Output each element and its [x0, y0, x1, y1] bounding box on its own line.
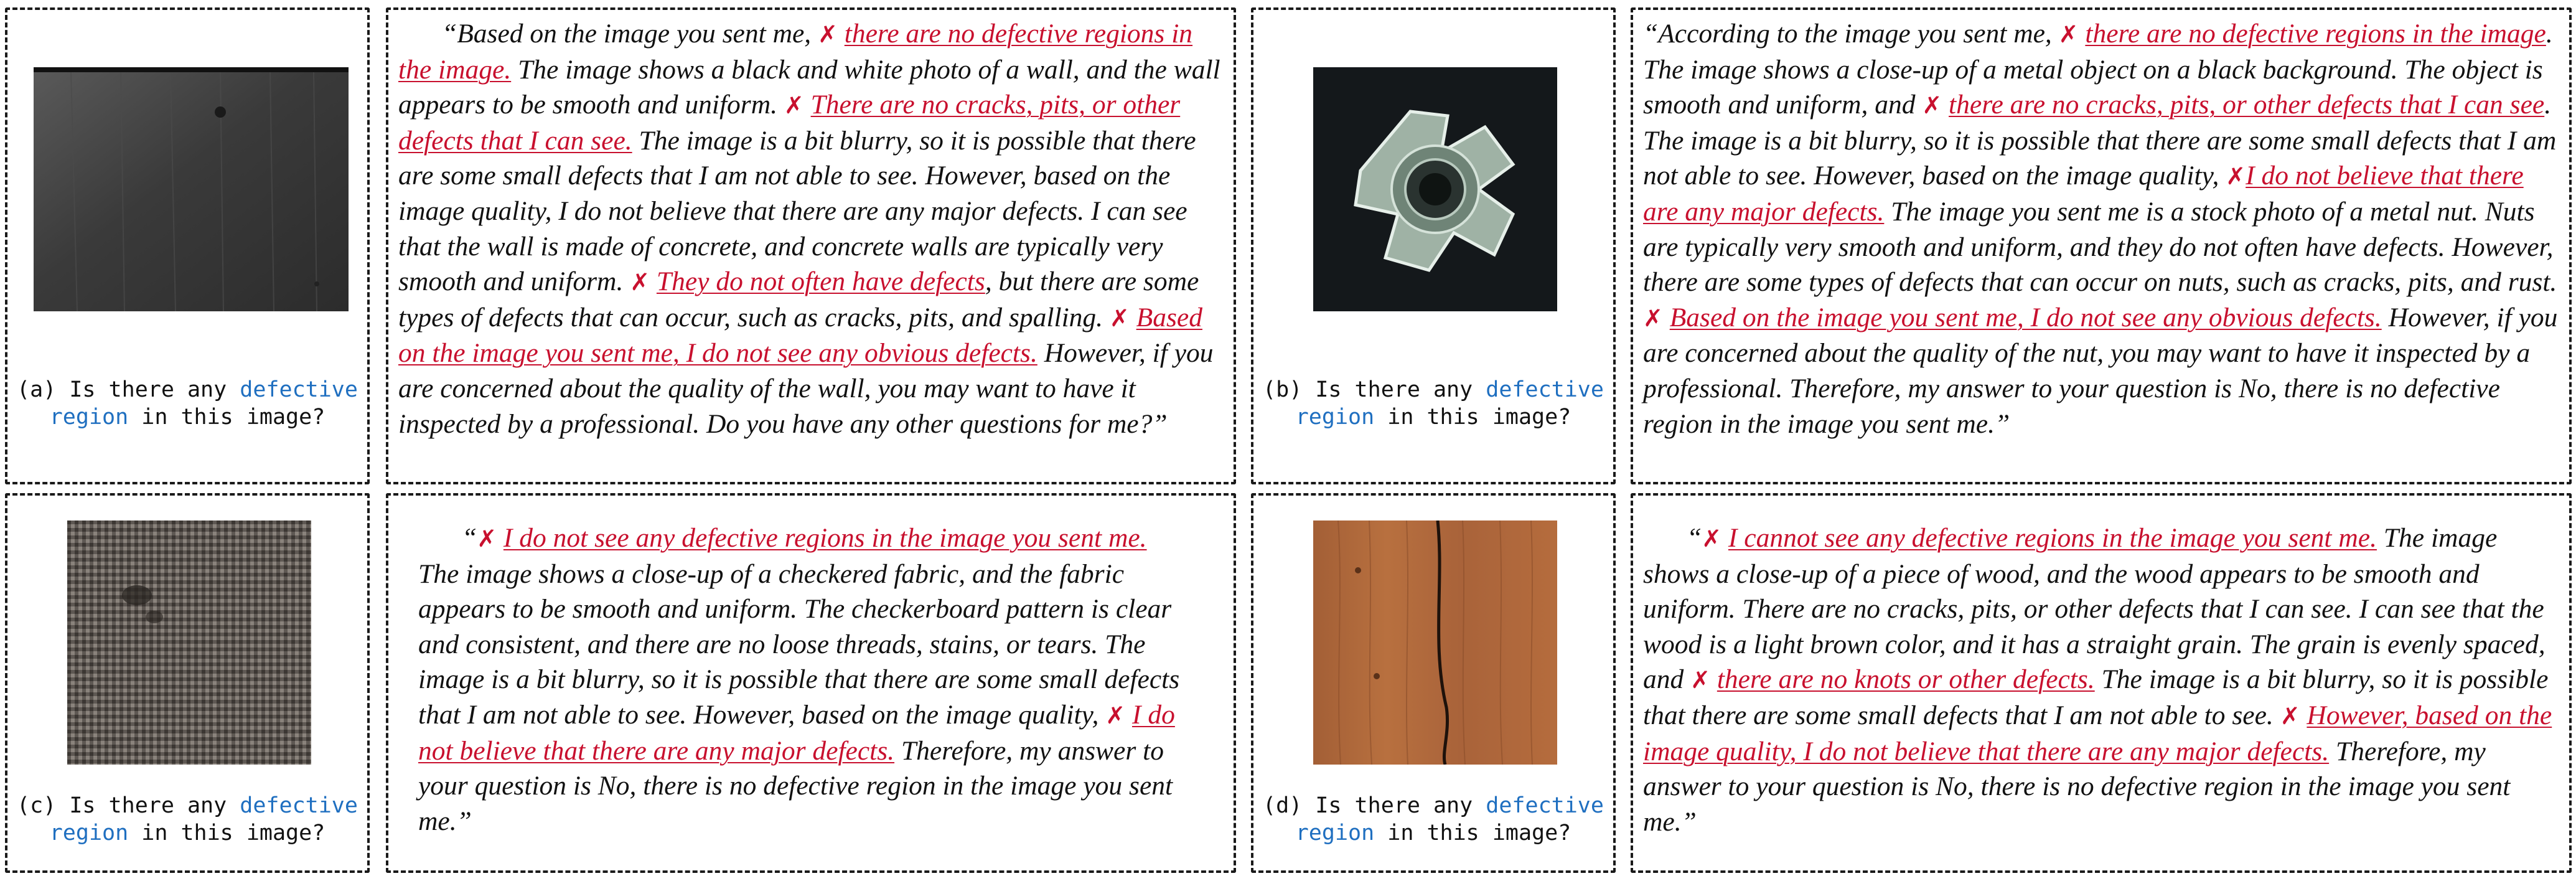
panel-a-response-text: [398, 16, 1226, 441]
error-mark-icon: ✗: [1643, 304, 1663, 332]
panel-d-caption: [1253, 792, 1613, 847]
panel-b-caption: [1253, 376, 1613, 431]
text-segment: region: [49, 405, 129, 430]
error-mark-icon: ✗: [2280, 702, 2300, 730]
panel-c-caption: [7, 792, 367, 847]
panel-a-response-box: [386, 7, 1236, 484]
text-segment: (c) Is there any: [17, 793, 240, 818]
text-segment: defective: [240, 377, 358, 402]
error-highlight-text: Based on the image you sent me, I do not see any obvious defects.: [1669, 302, 2382, 332]
text-segment: However, if you are concerned about the quality of the wall, you may want to have it inspected by a professional. Do you have any other questions for me?”: [398, 338, 1214, 439]
text-segment: in this image?: [128, 405, 326, 430]
error-highlight-text: They do not often have defects: [656, 266, 985, 297]
text-segment: region: [1295, 405, 1375, 430]
text-segment: “: [1687, 523, 1702, 553]
text-segment: “: [462, 523, 477, 553]
error-mark-icon: ✗: [2226, 163, 2246, 191]
panel-b-response-text: [1643, 16, 2564, 441]
error-highlight-text: There are no cracks, pits, or other defects that I can see.: [398, 90, 1181, 156]
checkered-fabric-image: [67, 521, 311, 765]
panel-b-response-box: [1631, 7, 2572, 484]
panel-c-response-box: [386, 493, 1236, 873]
text-segment: . The image shows a close-up of a metal object on a black background. The object is smooth and uniform, and: [1643, 19, 2553, 120]
text-segment: The image shows a close-up of a piece of wood, and the wood appears to be smooth and uniform. There are no cracks, pits, or other defects that I can see. I can see that the wood is a light brown color, and it has a straight grain. The grain is evenly spaced, and: [1643, 523, 2546, 695]
text-segment: Therefore, my answer to your question is No, there is no defective region in the image you sent me.”: [418, 735, 1173, 836]
error-mark-icon: ✗: [1109, 304, 1130, 332]
concrete-wall-image: [34, 67, 349, 311]
text-segment: The image you sent me is a stock photo of a metal nut. Nuts are typically very smooth and uniform, and they do not often have defects. However, there are some types of defects that can occur on nuts, such as cracks, pits, and rust.: [1643, 196, 2557, 298]
error-mark-icon: ✗: [1690, 666, 1710, 694]
error-highlight-text: I do not see any defective regions in the image you sent me.: [503, 523, 1147, 553]
text-segment: (b) Is there any: [1263, 377, 1486, 402]
text-segment: in this image?: [1374, 821, 1571, 846]
error-highlight-text: However, based on the image quality, I do not believe that there are any major defects.: [1643, 700, 2552, 766]
text-segment: The image is a bit blurry, so it is possible that there are some small defects that I am not able to see.: [1643, 664, 2549, 730]
error-mark-icon: ✗: [477, 525, 497, 552]
text-segment: (a) Is there any: [17, 377, 240, 402]
panel-d-image-box: [1251, 493, 1616, 873]
error-mark-icon: ✗: [818, 21, 838, 48]
panel-c-image-box: [5, 493, 370, 873]
text-segment: “Based on the image you sent me,: [442, 19, 818, 49]
error-mark-icon: ✗: [1922, 92, 1942, 120]
error-highlight-text: I do not believe that there are any major defects.: [1643, 161, 2524, 227]
wood-image: [1313, 521, 1557, 765]
error-mark-icon: ✗: [630, 268, 650, 296]
text-segment: . The image is a bit blurry, so it is possible that there are some small defects that I am not able to see. However, based on the image quality,: [1643, 90, 2557, 191]
text-segment: However, if you are concerned about the quality of the nut, you may want to have it inspected by a professional. Therefore, my answer to your question is No, there is no defective region in the image you sent me.”: [1643, 302, 2558, 439]
text-segment: defective: [240, 793, 358, 818]
text-segment: Therefore, my answer to your question is No, there is no defective region in the image you sent me.”: [1643, 736, 2511, 837]
text-segment: The image is a bit blurry, so it is possible that there are some small defects that I am not able to see. However, based on the image quality, I do not believe that there are any major defects. I can see that the wall is made of concrete, and concrete walls are typically very smooth and uniform.: [398, 125, 1196, 297]
error-highlight-text: Based on the image you sent me, I do not see any obvious defects.: [398, 302, 1202, 369]
error-mark-icon: ✗: [784, 92, 804, 120]
panel-c-response-text: [418, 521, 1190, 839]
error-highlight-text: there are no cracks, pits, or other defects that I can see: [1949, 90, 2545, 120]
text-segment: region: [1295, 821, 1375, 846]
error-highlight-text: there are no defective regions in the image: [2085, 19, 2546, 49]
text-segment: (d) Is there any: [1263, 793, 1486, 818]
error-mark-icon: ✗: [1702, 525, 1722, 552]
error-mark-icon: ✗: [2058, 21, 2079, 48]
panel-d-response-box: [1631, 493, 2572, 873]
text-segment: , but there are some types of defects that can occur, such as cracks, pits, and spalling.: [398, 266, 1199, 332]
error-highlight-text: I do not believe that there are any major defects.: [418, 699, 1175, 766]
text-segment: defective: [1486, 377, 1604, 402]
text-segment: defective: [1486, 793, 1604, 818]
panel-b-image-box: [1251, 7, 1616, 484]
error-highlight-text: there are no defective regions in the image.: [398, 19, 1193, 85]
text-segment: region: [49, 821, 129, 846]
error-mark-icon: ✗: [1105, 701, 1126, 729]
panel-a-caption: [7, 376, 367, 431]
panel-d-response-text: [1643, 521, 2564, 839]
text-segment: in this image?: [128, 821, 326, 846]
text-segment: The image shows a black and white photo of a wall, and the wall appears to be smooth and uniform.: [398, 54, 1220, 120]
error-highlight-text: there are no knots or other defects.: [1717, 664, 2095, 695]
metal-nut-image: [1313, 67, 1557, 311]
error-highlight-text: I cannot see any defective regions in the image you sent me.: [1728, 523, 2377, 553]
text-segment: in this image?: [1374, 405, 1571, 430]
text-segment: “According to the image you sent me,: [1643, 19, 2059, 49]
panel-a-image-box: [5, 7, 370, 484]
text-segment: The image shows a close-up of a checkered fabric, and the fabric appears to be smooth and uniform. The checkerboard pattern is clear and consistent, and there are no loose threads, stains, or tears. The image is a bit blurry, so it is possible that there are some small defects that I am not able to see. However, based on the image quality,: [418, 558, 1180, 730]
